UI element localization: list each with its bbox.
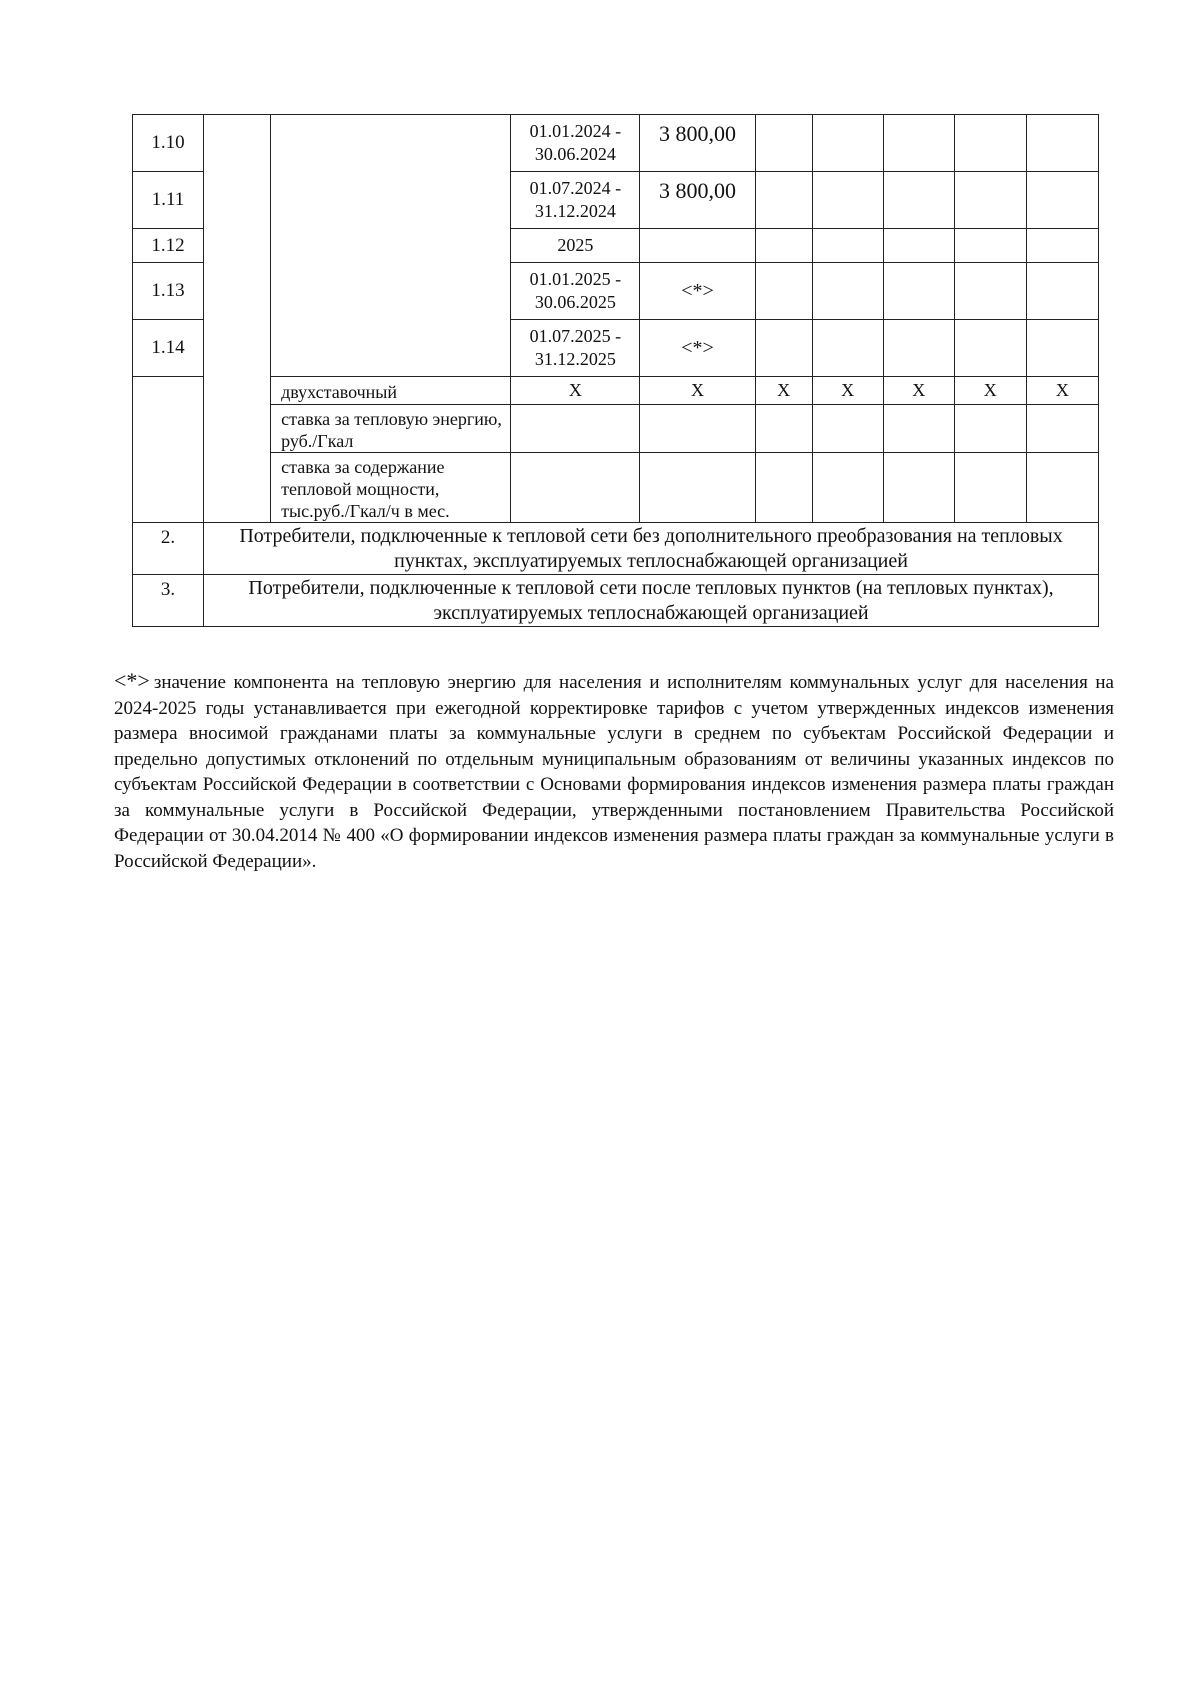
row-number: 1.13 xyxy=(133,263,204,320)
empty-cell xyxy=(883,263,954,320)
empty-cell xyxy=(511,405,640,453)
value-cell: 3 800,00 xyxy=(640,172,755,229)
x-mark: X xyxy=(640,377,755,405)
empty-cell xyxy=(755,229,812,263)
two-part-label: двухставочный xyxy=(271,377,511,405)
row-number: 1.11 xyxy=(133,172,204,229)
tariff-table xyxy=(132,114,1099,627)
footnote-text: значение компонента на тепловую энергию для населения и исполнителям коммунальных услуг для населения на 2024-2025 годы устанавливается при ежегодной корректировке тарифов с учетом утвержденных индексов изменения размера вносимой гражданами платы за коммунальные услуги в среднем по субъектам Российской Федерации и предельно допустимых отклонений по отдельным муниципальным образованиям от величины указанных индексов по субъектам Российской Федерации в соответствии с Основами формирования индексов изменения размера платы граждан за коммунальные услуги в Российской Федерации, утвержденными постановлением Правительства Российской Федерации от 30.04.2014 № 400 «О формировании индексов изменения размера платы граждан за коммунальные услуги в Российской Федерации». xyxy=(114,672,1114,872)
empty-cell xyxy=(1026,172,1098,229)
empty-merged-cell xyxy=(271,115,511,377)
empty-cell xyxy=(1026,405,1098,453)
x-mark: X xyxy=(755,377,812,405)
empty-cell xyxy=(883,115,954,172)
empty-cell xyxy=(812,115,883,172)
value-cell: <*> xyxy=(640,263,755,320)
x-mark: X xyxy=(511,377,640,405)
table-row-section-3 xyxy=(133,575,1099,627)
empty-cell xyxy=(1026,229,1098,263)
footnote-marker: <*> xyxy=(114,668,150,693)
table-row-section-2 xyxy=(133,523,1099,575)
row-number: 1.12 xyxy=(133,229,204,263)
empty-cell xyxy=(812,172,883,229)
empty-merged-cell xyxy=(204,115,271,523)
table-row-two-part xyxy=(133,377,1099,405)
empty-cell xyxy=(755,263,812,320)
table-row xyxy=(133,115,1099,172)
empty-cell xyxy=(883,229,954,263)
empty-cell xyxy=(755,453,812,523)
empty-cell xyxy=(954,172,1026,229)
empty-cell xyxy=(883,320,954,377)
empty-merged-cell xyxy=(133,377,204,523)
empty-cell xyxy=(1026,115,1098,172)
row-number: 1.10 xyxy=(133,115,204,172)
section-text: Потребители, подключенные к тепловой сети после тепловых пунктов (на тепловых пунктах), эксплуатируемых теплоснабжающей организацией xyxy=(204,575,1099,627)
empty-cell xyxy=(954,453,1026,523)
period-cell: 01.01.2024 - 30.06.2024 xyxy=(511,115,640,172)
value-cell: <*> xyxy=(640,320,755,377)
section-number: 3. xyxy=(133,575,204,627)
empty-cell xyxy=(954,320,1026,377)
empty-cell xyxy=(640,405,755,453)
table-row-heat-rate xyxy=(133,405,1099,453)
empty-cell xyxy=(755,320,812,377)
empty-cell xyxy=(883,172,954,229)
empty-cell xyxy=(640,453,755,523)
empty-cell xyxy=(954,405,1026,453)
empty-cell xyxy=(1026,453,1098,523)
empty-cell xyxy=(954,115,1026,172)
heat-rate-label: ставка за тепловую энергию, руб./Гкал xyxy=(271,405,511,453)
section-number: 2. xyxy=(133,523,204,575)
empty-cell xyxy=(954,229,1026,263)
empty-cell xyxy=(755,172,812,229)
empty-cell xyxy=(511,453,640,523)
x-mark: X xyxy=(883,377,954,405)
table-row-capacity-rate xyxy=(133,453,1099,523)
empty-cell xyxy=(812,263,883,320)
x-mark: X xyxy=(812,377,883,405)
period-cell: 01.07.2024 - 31.12.2024 xyxy=(511,172,640,229)
period-cell: 01.07.2025 - 31.12.2025 xyxy=(511,320,640,377)
empty-cell xyxy=(954,263,1026,320)
empty-cell xyxy=(812,229,883,263)
empty-cell xyxy=(883,453,954,523)
capacity-rate-label: ставка за содержание тепловой мощности, тыс.руб./Гкал/ч в мес. xyxy=(271,453,511,523)
empty-cell xyxy=(1026,320,1098,377)
period-cell: 2025 xyxy=(511,229,640,263)
value-cell: 3 800,00 xyxy=(640,115,755,172)
section-text: Потребители, подключенные к тепловой сети без дополнительного преобразования на тепловых пунктах, эксплуатируемых теплоснабжающей организацией xyxy=(204,523,1099,575)
x-mark: X xyxy=(954,377,1026,405)
row-number: 1.14 xyxy=(133,320,204,377)
empty-cell xyxy=(883,405,954,453)
x-mark: X xyxy=(1026,377,1098,405)
empty-cell xyxy=(812,320,883,377)
empty-cell xyxy=(755,405,812,453)
footnote xyxy=(114,668,1114,874)
period-cell: 01.01.2025 - 30.06.2025 xyxy=(511,263,640,320)
empty-cell xyxy=(1026,263,1098,320)
empty-cell xyxy=(755,115,812,172)
value-cell xyxy=(640,229,755,263)
empty-cell xyxy=(812,453,883,523)
empty-cell xyxy=(812,405,883,453)
